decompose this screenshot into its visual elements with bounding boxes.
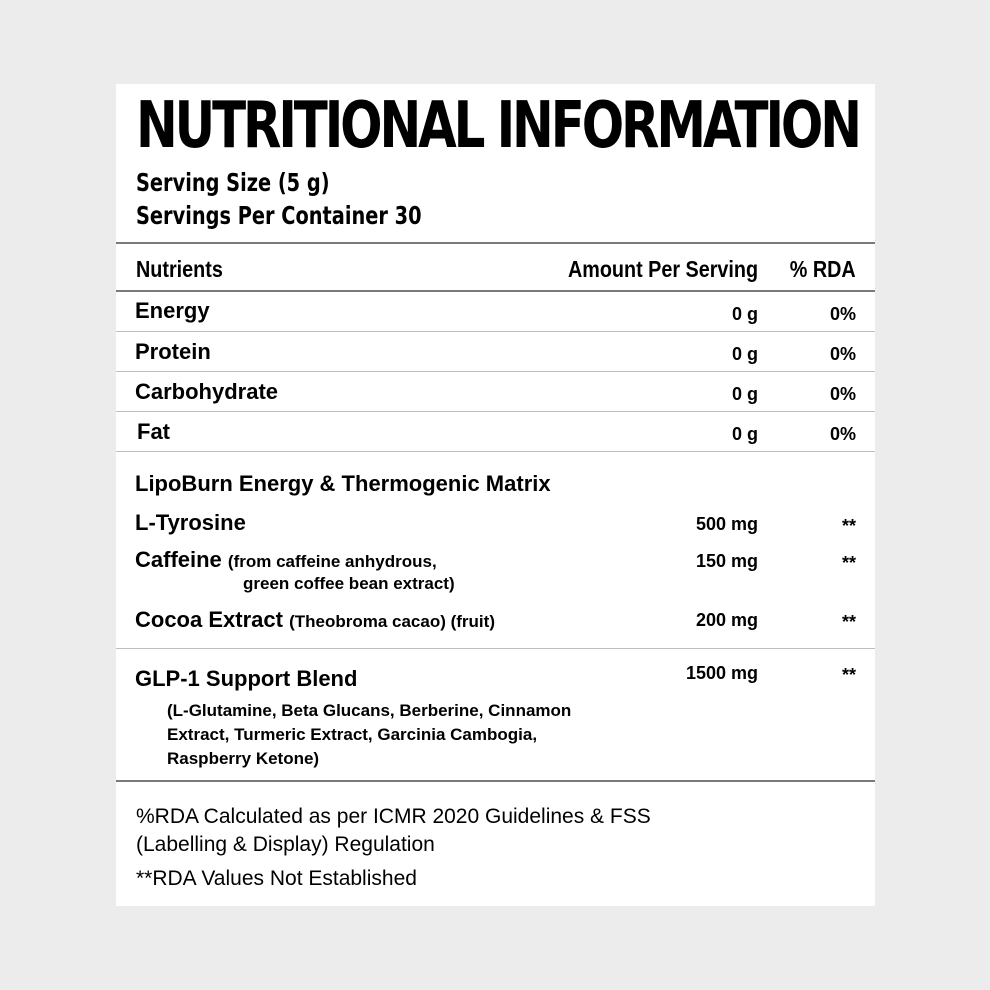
- servings-per-container: Servings Per Container 30: [136, 201, 422, 230]
- ingredient-detail: (from caffeine anhydrous,: [227, 552, 437, 571]
- nutrient-rda: 0%: [829, 424, 856, 444]
- row-divider: [116, 451, 875, 452]
- ingredient-rda: **: [841, 612, 856, 632]
- footnote-regulation: (Labelling & Display) Regulation: [136, 833, 435, 856]
- header-amount: Amount Per Serving: [567, 256, 758, 282]
- ingredient-name: Cocoa Extract: [135, 607, 283, 632]
- blend-name: GLP-1 Support Blend: [135, 666, 358, 691]
- header-bottom-divider: [116, 290, 875, 292]
- ingredient-detail-line2: green coffee bean extract): [243, 574, 455, 593]
- row-divider: [116, 331, 875, 332]
- nutrient-name: Fat: [137, 419, 170, 444]
- ingredient-row: [135, 606, 495, 636]
- ingredient-amount: 200 mg: [695, 610, 758, 630]
- ingredient-rda: **: [841, 553, 856, 573]
- serving-size: Serving Size (5 g): [136, 168, 330, 197]
- blend-amount: 1500 mg: [685, 663, 758, 683]
- blend-description: (L-Glutamine, Beta Glucans, Berberine, Cinnamon Extract, Turmeric Extract, Garcinia Cambogia, Raspberry Ketone): [167, 701, 572, 768]
- row-divider: [116, 371, 875, 372]
- ingredient-amount: 500 mg: [695, 514, 758, 534]
- nutrient-amount: 0 g: [731, 384, 758, 404]
- blend-rda: **: [841, 665, 856, 685]
- nutrient-rda: 0%: [829, 304, 856, 324]
- row-divider: [116, 411, 875, 412]
- ingredient-name: Caffeine: [135, 547, 222, 572]
- matrix-title: LipoBurn Energy & Thermogenic Matrix: [135, 471, 551, 496]
- label-title: NUTRITIONAL INFORMATION: [136, 89, 859, 163]
- nutrition-label: [116, 84, 875, 906]
- nutrient-name: Carbohydrate: [135, 379, 279, 404]
- nutrient-name: Energy: [135, 298, 210, 323]
- nutrient-rda: 0%: [829, 344, 856, 364]
- nutrient-amount: 0 g: [731, 344, 758, 364]
- nutrient-amount: 0 g: [731, 424, 758, 444]
- footnote-rda-basis: %RDA Calculated as per ICMR 2020 Guidelines & FSS: [136, 805, 651, 828]
- header-rda: % RDA: [790, 256, 856, 282]
- nutrient-amount: 0 g: [731, 304, 758, 324]
- section-divider: [116, 648, 875, 649]
- nutrient-name: Protein: [135, 339, 211, 364]
- ingredient-name: L-Tyrosine: [135, 510, 246, 535]
- header-nutrients: Nutrients: [136, 256, 223, 282]
- nutrient-rda: 0%: [829, 384, 856, 404]
- ingredient-amount: 150 mg: [695, 551, 758, 571]
- footnote-not-established: **RDA Values Not Established: [136, 867, 417, 890]
- ingredient-detail: (Theobroma cacao) (fruit): [289, 612, 495, 631]
- header-divider: [116, 242, 875, 244]
- ingredient-rda: **: [841, 516, 856, 536]
- footer-divider: [116, 780, 875, 782]
